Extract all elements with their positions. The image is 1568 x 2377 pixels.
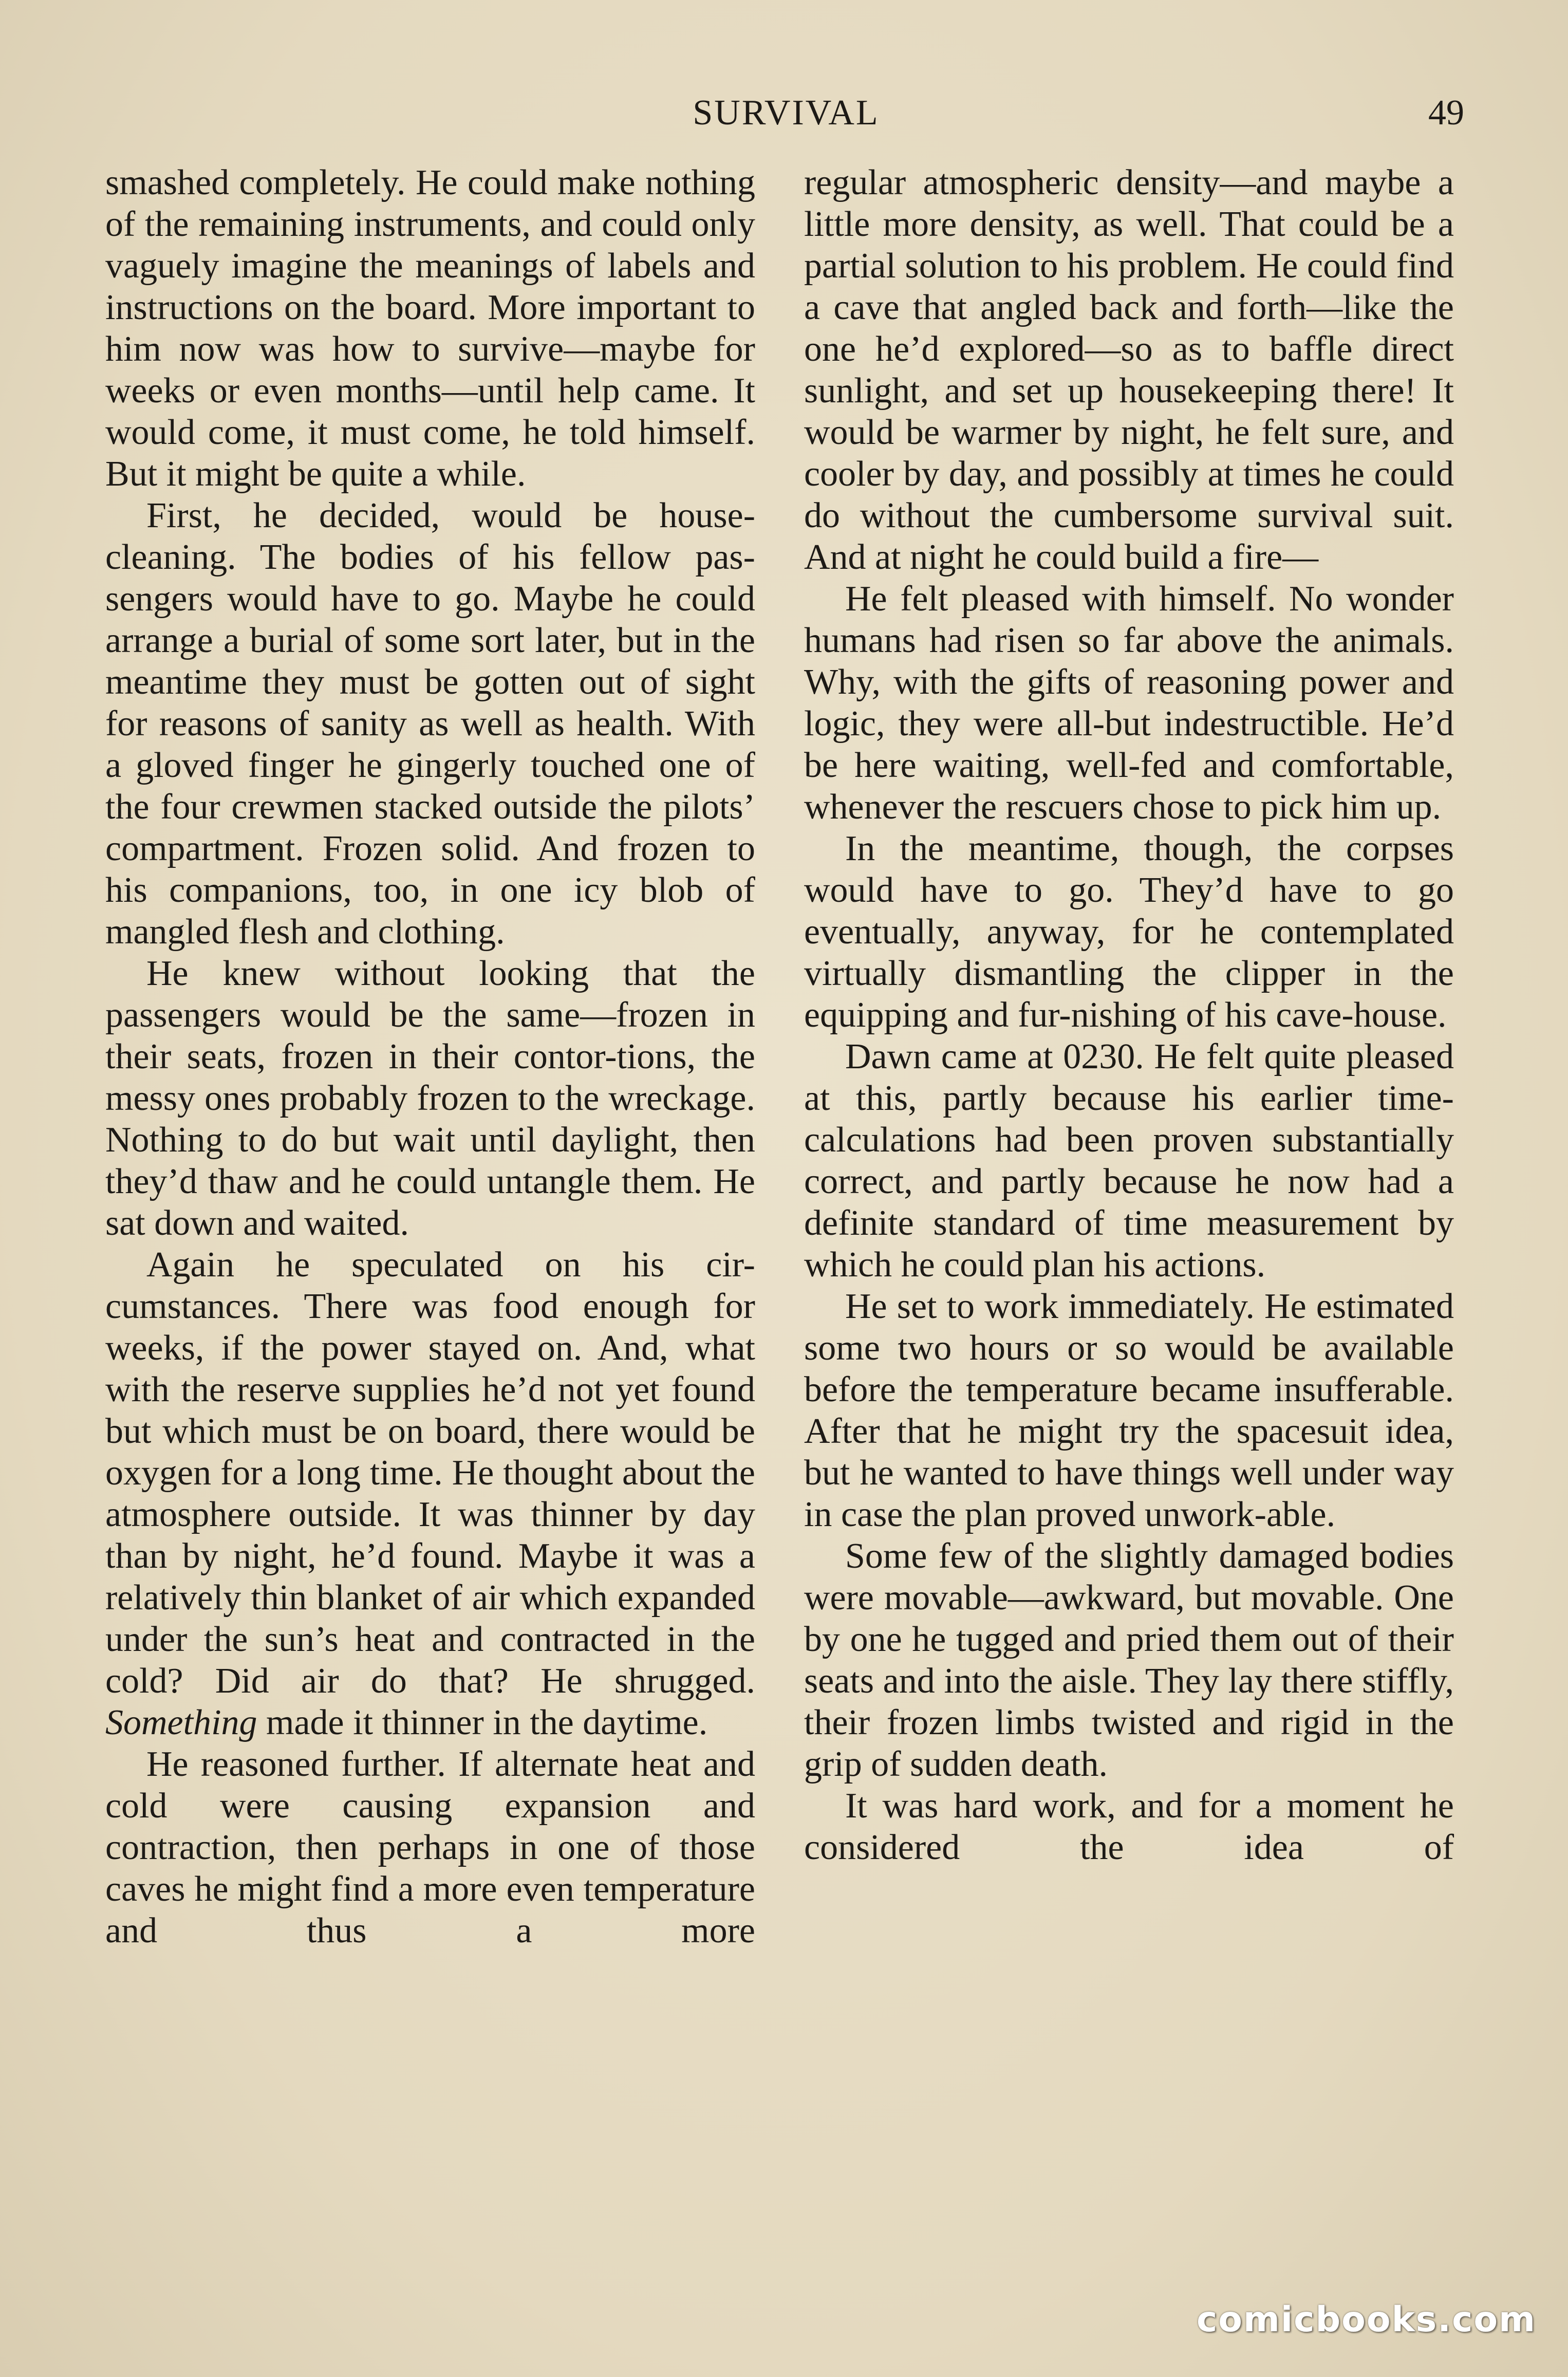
running-head — [0, 87, 1568, 139]
paragraph: Some few of the slightly damaged bodies were movable—awkward, but movable. One by one he tugged and pried them out of their seats and into the aisle. They lay there stiffly, their frozen limbs twisted and rigid in the grip of sudden death. — [804, 1536, 1454, 1784]
paragraph: He reasoned further. If alternate heat and cold were causing expansion and contraction, then perhaps in one of those caves he might find a more even temperature and thus a more — [105, 1744, 755, 1951]
paragraph: smashed completely. He could make nothing of the remaining instruments, and could only vaguely imagine the meanings of labels and instructions on the board. More important to him now was how to survive—maybe for weeks or even months—until help came. It would come, it must come, he told himself. But it might be quite a while. — [105, 163, 755, 494]
paragraph: He set to work immediately. He estimated some two hours or so would be available before the temperature became insufferable. After that he might try the spacesuit idea, but he wanted to have things well under way in case the plan proved unwork-able. — [804, 1287, 1454, 1534]
left-column — [105, 162, 755, 1952]
right-column — [804, 162, 1454, 1868]
page-number: 49 — [1428, 93, 1464, 133]
paragraph: He knew without looking that the passengers would be the same—frozen in their seats, frozen in their contor-tions, the messy ones probably frozen to the wreckage. Nothing to do but wait until daylight, then they’d thaw and he could untangle them. He sat down and waited. — [105, 954, 755, 1243]
paragraph: In the meantime, though, the corpses would have to go. They’d have to go eventually, anyway, for he contemplated virtually dismantling the clipper in the equipping and fur-nishing of his cave-house. — [804, 829, 1454, 1035]
paragraph-text: made it thinner in the daytime. — [266, 1703, 708, 1742]
paragraph: It was hard work, and for a moment he considered the idea of — [804, 1786, 1454, 1867]
paragraph-text: Again he speculated on his cir-cumstances. There was food enough for weeks, if the power stayed on. And, what with the reserve supplies he’d not yet found but which must be on board, there would be oxygen for a long time. He thought about the atmosphere outside. It was thinner by day than by night, he’d found. Maybe it was a relatively thin blanket of air which expanded under the sun’s heat and contracted in the cold? Did air do that? He shrugged. — [105, 1245, 755, 1701]
emphasized-word: Something — [105, 1703, 257, 1742]
paragraph: Dawn came at 0230. He felt quite pleased at this, partly because his earlier time-calculations had been proven substantially correct, and partly because he now had a definite standard of time measurement by which he could plan his actions. — [804, 1037, 1454, 1285]
source-watermark: comicbooks.com — [1196, 2299, 1536, 2340]
paragraph: He felt pleased with himself. No wonder humans had risen so far above the animals. Why, with the gifts of reasoning power and logic, they were all-but indestructible. He’d be here waiting, well-fed and comfortable, whenever the rescuers chose to pick him up. — [804, 579, 1454, 827]
paragraph: regular atmospheric density—and maybe a little more density, as well. That could be a partial solution to his problem. He could find a cave that angled back and forth—like the one he’d explored—so as to baffle direct sunlight, and set up housekeeping there! It would be warmer by night, he felt sure, and cooler by day, and possibly at times he could do without the cumbersome survival suit. And at night he could build a fire— — [804, 163, 1454, 577]
paragraph — [105, 1244, 755, 1743]
paragraph: First, he decided, would be house-cleaning. The bodies of his fellow pas-sengers would have to go. Maybe he could arrange a burial of some sort later, but in the meantime they must be gotten out of sight for reasons of sanity as well as health. With a gloved finger he gingerly touched one of the four crewmen stacked outside the pilots’ compartment. Frozen solid. And frozen to his companions, too, in one icy blob of mangled flesh and clothing. — [105, 496, 755, 952]
running-title: SURVIVAL — [693, 93, 880, 133]
